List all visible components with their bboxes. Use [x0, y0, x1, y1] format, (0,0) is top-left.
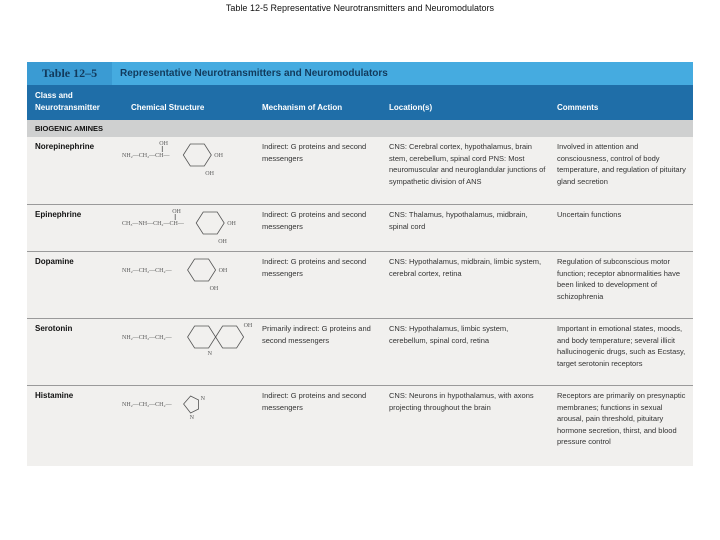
svg-text:NH₂—CH₂—CH₂—: NH₂—CH₂—CH₂— [122, 335, 172, 341]
mechanism-cell: Indirect: G proteins and second messengers [262, 391, 367, 412]
svg-text:N: N [207, 351, 212, 357]
section-label: BIOGENIC AMINES [35, 124, 104, 133]
table-title: Representative Neurotransmitters and Neuromodulators [120, 68, 388, 79]
svg-text:OH: OH [227, 221, 236, 227]
table-row [27, 204, 693, 252]
page-caption: Table 12-5 Representative Neurotransmitters and Neuromodulators [225, 3, 495, 13]
svg-text:CH₃—NH—CH₂—CH—: CH₃—NH—CH₂—CH— [122, 221, 184, 227]
neurotransmitter-name: Dopamine [35, 257, 74, 266]
mechanism-cell: Indirect: G proteins and second messengers [262, 210, 367, 231]
svg-text:OH: OH [205, 171, 214, 177]
svg-text:OH: OH [218, 268, 228, 274]
comments-cell: Involved in attention and consciousness, control of body temperature, and regulation of pituitary gland secretion [557, 142, 686, 186]
svg-text:NH₂—CH₂—CH₂—: NH₂—CH₂—CH₂— [122, 402, 172, 408]
svg-text:OH: OH [214, 153, 223, 159]
table-row [27, 385, 693, 467]
svg-text:OH: OH [243, 323, 253, 329]
location-cell: CNS: Neurons in hypothalamus, with axons projecting throughout the brain [389, 391, 534, 412]
svg-text:OH: OH [218, 239, 227, 245]
svg-text:OH: OH [159, 141, 168, 147]
header-location: Location(s) [389, 103, 433, 112]
neurotransmitter-name: Norepinephrine [35, 142, 95, 151]
table-row [27, 251, 693, 319]
neurotransmitter-table [27, 62, 693, 466]
svg-text:NH₂—CH₂—CH₂—: NH₂—CH₂—CH₂— [122, 268, 172, 274]
svg-text:N: N [200, 396, 205, 402]
table-number: Table 12–5 [27, 62, 112, 85]
table-row [27, 137, 693, 204]
comments-cell: Receptors are primarily on presynaptic membranes; functions in sexual arousal, pain threshold, pituitary hormone secretion, thirst, and blood pressure control [557, 391, 686, 446]
chemical-structure-dopamine [122, 254, 257, 304]
chemical-structure-serotonin [122, 321, 257, 371]
comments-cell: Uncertain functions [557, 210, 622, 219]
table-title-bar [27, 62, 693, 85]
svg-text:OH: OH [172, 209, 181, 215]
svg-text:N: N [189, 415, 194, 421]
header-mechanism: Mechanism of Action [262, 103, 343, 112]
header-class: Class and Neurotransmitter [35, 91, 100, 112]
location-cell: CNS: Hypothalamus, midbrain, limbic system, cerebral cortex, retina [389, 257, 542, 278]
comments-cell: Regulation of subconscious motor function; receptor abnormalities have been linked to development of schizophrenia [557, 257, 680, 301]
location-cell: CNS: Hypothalamus, limbic system, cerebellum, spinal cord, retina [389, 324, 509, 345]
svg-text:NH₂—CH₂—CH—: NH₂—CH₂—CH— [122, 153, 170, 159]
header-comments: Comments [557, 103, 599, 112]
mechanism-cell: Primarily indirect: G proteins and second messengers [262, 324, 371, 345]
chemical-structure-norepinephrine [122, 139, 257, 189]
location-cell: CNS: Cerebral cortex, hypothalamus, brain stem, cerebellum, spinal cord PNS: Most neuromuscular and neuroglandular junctions of sympathetic division of ANS [389, 142, 546, 186]
neurotransmitter-name: Histamine [35, 391, 74, 400]
chemical-structure-histamine [122, 388, 257, 438]
comments-cell: Important in emotional states, moods, and body temperature; several illicit hallucinogenic drugs, such as Ecstasy, target serotonin receptors [557, 324, 686, 368]
header-structure: Chemical Structure [131, 103, 205, 112]
section-biogenic-amines [27, 120, 693, 137]
svg-text:OH: OH [209, 286, 219, 292]
table-row [27, 318, 693, 386]
neurotransmitter-name: Epinephrine [35, 210, 82, 219]
location-cell: CNS: Thalamus, hypothalamus, midbrain, spinal cord [389, 210, 528, 231]
mechanism-cell: Indirect: G proteins and second messengers [262, 142, 367, 163]
chemical-structure-epinephrine [122, 207, 257, 257]
neurotransmitter-name: Serotonin [35, 324, 73, 333]
table-header [27, 85, 693, 120]
mechanism-cell: Indirect: G proteins and second messengers [262, 257, 367, 278]
